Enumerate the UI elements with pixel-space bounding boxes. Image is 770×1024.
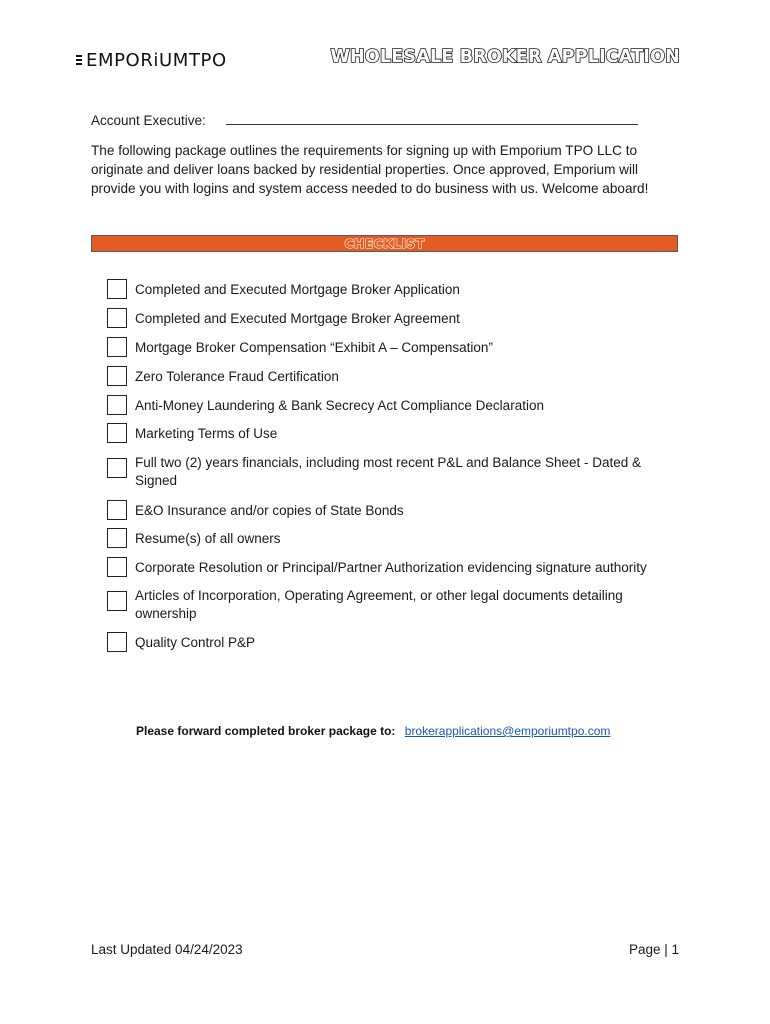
account-executive-label: Account Executive: — [91, 113, 206, 128]
email-link[interactable]: brokerapplications@emporiumtpo.com — [404, 724, 611, 738]
account-executive-field[interactable] — [226, 123, 638, 125]
checklist-item-label: Mortgage Broker Compensation “Exhibit A – Compensation” — [135, 340, 493, 355]
document-title: WHOLESALE BROKER APPLICATION — [330, 47, 680, 67]
checklist-item-label: Anti-Money Laundering & Bank Secrecy Act Compliance Declaration — [135, 398, 544, 413]
checkbox[interactable] — [107, 632, 127, 652]
checkbox[interactable] — [107, 528, 127, 548]
checklist-item-label: Quality Control P&P — [135, 635, 256, 650]
checkbox[interactable] — [107, 423, 127, 443]
checklist-item — [107, 308, 677, 328]
checklist-item — [107, 528, 677, 548]
checklist-item — [107, 632, 677, 652]
checklist-item-label: Corporate Resolution or Principal/Partner Authorization evidencing signature authority — [135, 560, 647, 575]
checklist-item-label: E&O Insurance and/or copies of State Bonds — [135, 503, 404, 518]
checklist-item-label: Completed and Executed Mortgage Broker Application — [135, 282, 460, 297]
checklist-banner: CHECKLIST — [91, 235, 678, 252]
checkbox[interactable] — [107, 279, 127, 299]
checkbox[interactable] — [107, 366, 127, 386]
account-executive-row — [91, 113, 651, 128]
checkbox[interactable] — [107, 337, 127, 357]
checklist-item — [107, 452, 677, 490]
checklist-item — [107, 366, 677, 386]
checkbox[interactable] — [107, 395, 127, 415]
logo-text: EMPORiUMTPO — [86, 49, 227, 71]
emporium-logo — [76, 48, 227, 72]
checklist-item — [107, 423, 677, 443]
logo-stripes-icon — [76, 53, 84, 67]
checklist-item — [107, 557, 677, 577]
checklist-item-label: Articles of Incorporation, Operating Agreement, or other legal documents detailing ownership — [135, 588, 623, 621]
forward-instructions — [136, 724, 610, 738]
checkbox[interactable] — [107, 458, 127, 478]
checklist-item — [107, 585, 677, 623]
last-updated: Last Updated 04/24/2023 — [91, 942, 243, 957]
checklist-item-label: Full two (2) years financials, including most recent P&L and Balance Sheet - Dated & Signed — [135, 455, 642, 488]
checkbox[interactable] — [107, 308, 127, 328]
checklist-item — [107, 279, 677, 299]
checklist-item — [107, 500, 677, 520]
checkbox[interactable] — [107, 500, 127, 520]
forward-label: Please forward completed broker package to: — [136, 724, 396, 738]
intro-paragraph: The following package outlines the requirements for signing up with Emporium TPO LLC to originate and deliver loans backed by residential properties. Once approved, Emporium will provide you with logins and system access needed to do business with us. Welcome aboard! — [91, 143, 649, 196]
checklist-item-label: Resume(s) of all owners — [135, 531, 281, 546]
checkbox[interactable] — [107, 557, 127, 577]
page-number: Page | 1 — [628, 942, 679, 957]
checklist-item-label: Completed and Executed Mortgage Broker Agreement — [135, 311, 460, 326]
checklist-item-label: Zero Tolerance Fraud Certification — [135, 369, 339, 384]
checklist-item — [107, 337, 677, 357]
checklist-item — [107, 395, 677, 415]
checkbox[interactable] — [107, 591, 127, 611]
checklist-item-label: Marketing Terms of Use — [135, 426, 278, 441]
